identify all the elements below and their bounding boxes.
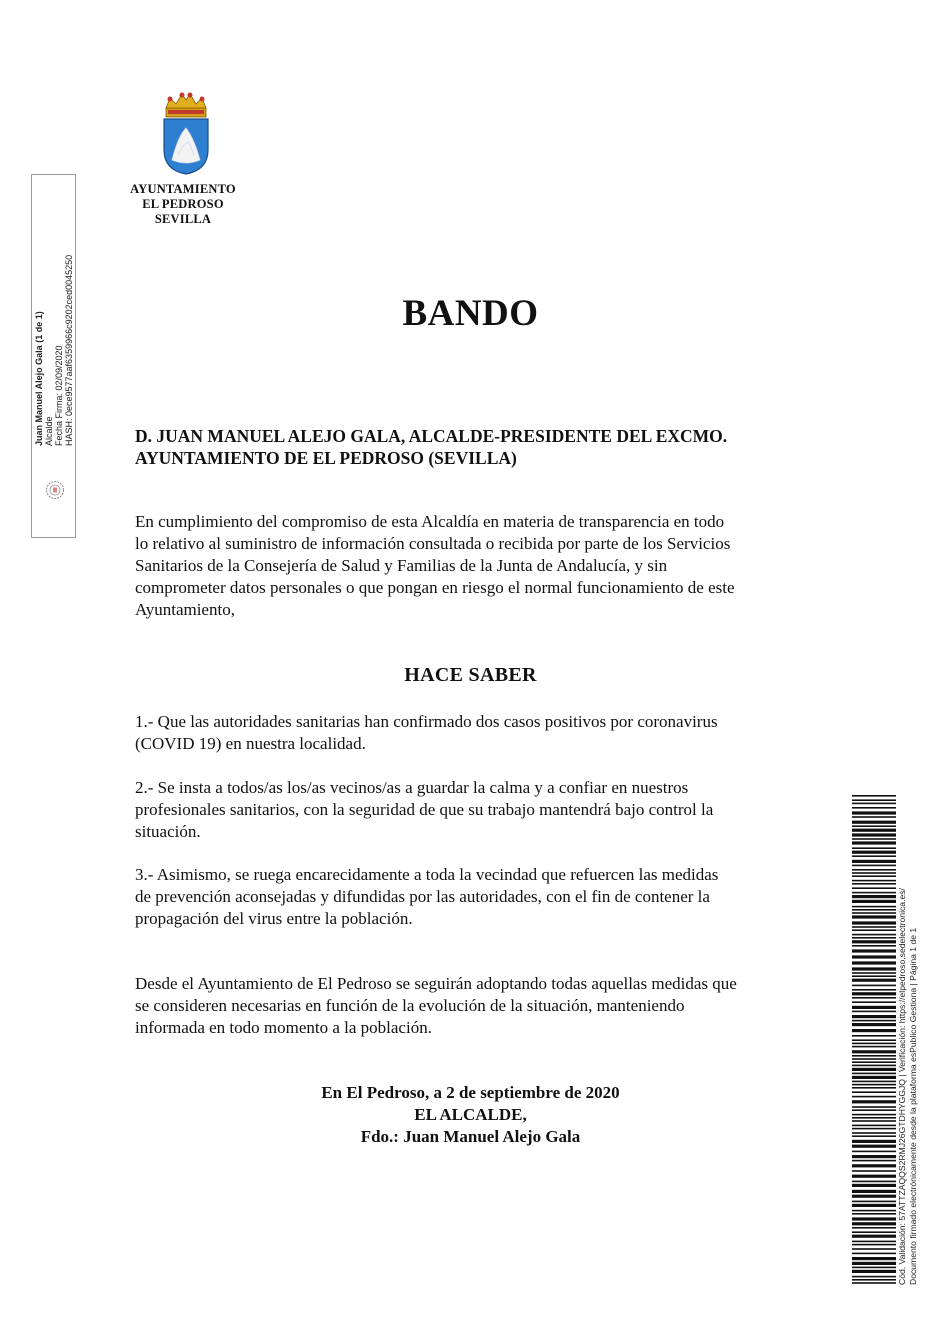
org-line: SEVILLA	[154, 212, 212, 226]
signature-block	[0, 1082, 941, 1148]
text-line: 2.- Se insta a todos/as los/as vecinos/as a guardar la calma y a confiar en nuestros	[135, 778, 689, 797]
verification-info	[897, 795, 927, 1285]
text-line: lo relativo al suministro de información consultada o recibida por parte de los Servicios	[135, 534, 731, 553]
closing-paragraph	[135, 973, 825, 1039]
text-line: comprometer datos personales o que pongan en riesgo el normal funcionamiento de este	[135, 578, 735, 597]
signature-line: HASH: 0ece9577aaf6359966c9202ced0045250	[64, 254, 74, 446]
signature-line: Alcalde	[44, 416, 54, 446]
text-line: de prevención aconsejadas y difundidas por las autoridades, con el fin de contener la	[135, 887, 710, 906]
verification-line: Documento firmado electrónicamente desde la plataforma esPublico Gestiona | Página 1 de 1	[908, 927, 918, 1285]
text-line: informada en todo momento a la población.	[135, 1018, 432, 1037]
sign-line: Fdo.: Juan Manuel Alejo Gala	[360, 1127, 581, 1146]
text-line: 3.- Asimismo, se ruega encarecidamente a toda la vecindad que refuercen las medidas	[135, 865, 719, 884]
point-2	[135, 777, 825, 843]
text-line: Ayuntamiento,	[135, 600, 235, 619]
point-3	[135, 864, 825, 930]
organization-name	[118, 182, 248, 227]
org-line: AYUNTAMIENTO	[130, 182, 236, 196]
document-title: BANDO	[402, 293, 539, 334]
text-line: 1.- Que las autoridades sanitarias han confirmado dos casos positivos por coronavirus	[135, 712, 718, 731]
point-1	[135, 711, 825, 755]
text-line: Desde el Ayuntamiento de El Pedroso se seguirán adoptando todas aquellas medidas que	[135, 974, 737, 993]
intro-paragraph	[135, 511, 825, 621]
sign-line: EL ALCALDE,	[414, 1105, 527, 1124]
issuer-heading	[135, 425, 835, 469]
text-line: En cumplimiento del compromiso de esta Alcaldía en materia de transparencia en todo	[135, 512, 725, 531]
signature-details	[34, 246, 82, 446]
signature-line: Juan Manuel Alejo Gala (1 de 1)	[34, 311, 44, 446]
verification-line: Cód. Validación: 57ATTZAQQS2RMJ26GTDHYGGJQ | Verificación: https://elpedroso.sedelectronica.es/	[897, 888, 907, 1285]
text-line: propagación del virus entre la población.	[135, 909, 413, 928]
org-line: EL PEDROSO	[142, 197, 224, 211]
text-line: se consideren necesarias en función de la evolución de la situación, manteniendo	[135, 996, 685, 1015]
seal-icon	[45, 480, 65, 500]
text-line: profesionales sanitarios, con la seguridad de que su trabajo mantendrá bajo control la	[135, 800, 714, 819]
text-line: situación.	[135, 822, 201, 841]
heading-line: D. JUAN MANUEL ALEJO GALA, ALCALDE-PRESIDENTE DEL EXCMO.	[135, 426, 728, 446]
signature-line: Fecha Firma: 02/09/2020	[54, 345, 64, 446]
section-subtitle: HACE SABER	[404, 664, 537, 686]
municipal-crest-icon	[158, 92, 214, 176]
sign-line: En El Pedroso, a 2 de septiembre de 2020	[321, 1083, 620, 1102]
heading-line: AYUNTAMIENTO DE EL PEDROSO (SEVILLA)	[135, 448, 517, 468]
text-line: Sanitarios de la Consejería de Salud y Familias de la Junta de Andalucía, y sin	[135, 556, 668, 575]
barcode-icon	[852, 795, 896, 1285]
text-line: (COVID 19) en nuestra localidad.	[135, 734, 366, 753]
